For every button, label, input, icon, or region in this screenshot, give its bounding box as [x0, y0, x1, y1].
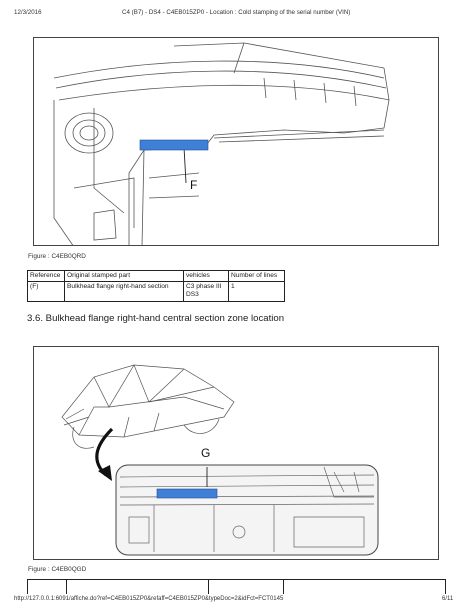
- stamping-zone-g: [157, 489, 217, 498]
- table-divider: [283, 580, 284, 594]
- col-header-lines: Number of lines: [229, 271, 285, 282]
- stamping-zone-f: [140, 140, 208, 150]
- cell-lines: 1: [229, 282, 285, 301]
- figure-2-caption: Figure : C4EB0QGD: [28, 566, 87, 573]
- table-divider: [445, 580, 446, 594]
- table-divider: [27, 580, 28, 594]
- figure-2-label: G: [201, 446, 211, 460]
- figure-1-caption: Figure : C4EB0QRD: [28, 253, 86, 260]
- header-title: C4 (B7) - DS4 - C4EB015ZP0 - Location : Cold stamping of the serial number (VIN): [122, 9, 351, 16]
- figure-1: [33, 37, 439, 246]
- cell-part: Bulkhead flange right-hand section: [65, 282, 184, 301]
- next-table-stub: [27, 579, 446, 593]
- col-header-part: Original stamped part: [65, 271, 184, 282]
- footer-url[interactable]: http://127.0.0.1:6091/affiche.do?ref=C4EB015ZP0&refaff=C4EB015ZP0&typeDoc=2&idFct=FCT0145: [14, 596, 284, 602]
- table-row: [28, 282, 285, 301]
- table-divider: [66, 580, 67, 594]
- footer-page-number: 6/11: [442, 596, 454, 602]
- col-header-reference: Reference: [28, 271, 65, 282]
- detail-inset: [116, 465, 378, 555]
- section-title: 3.6. Bulkhead flange right-hand central section zone location: [27, 313, 285, 324]
- figure-2-drawing: [34, 347, 439, 560]
- reference-table: [27, 270, 285, 302]
- cell-vehicles-line2: DS3: [186, 291, 199, 299]
- figure-1-drawing: [34, 38, 439, 246]
- col-header-vehicles: vehicles: [184, 271, 229, 282]
- cell-reference: (F): [28, 282, 65, 301]
- cell-vehicles: [184, 282, 229, 301]
- table-divider: [208, 580, 209, 594]
- table-header-row: [28, 271, 285, 282]
- figure-1-label: F: [190, 178, 198, 192]
- cell-vehicles-line1: C3 phase III: [186, 283, 222, 291]
- header-date: 12/3/2016: [14, 9, 42, 16]
- figure-2: [33, 346, 439, 560]
